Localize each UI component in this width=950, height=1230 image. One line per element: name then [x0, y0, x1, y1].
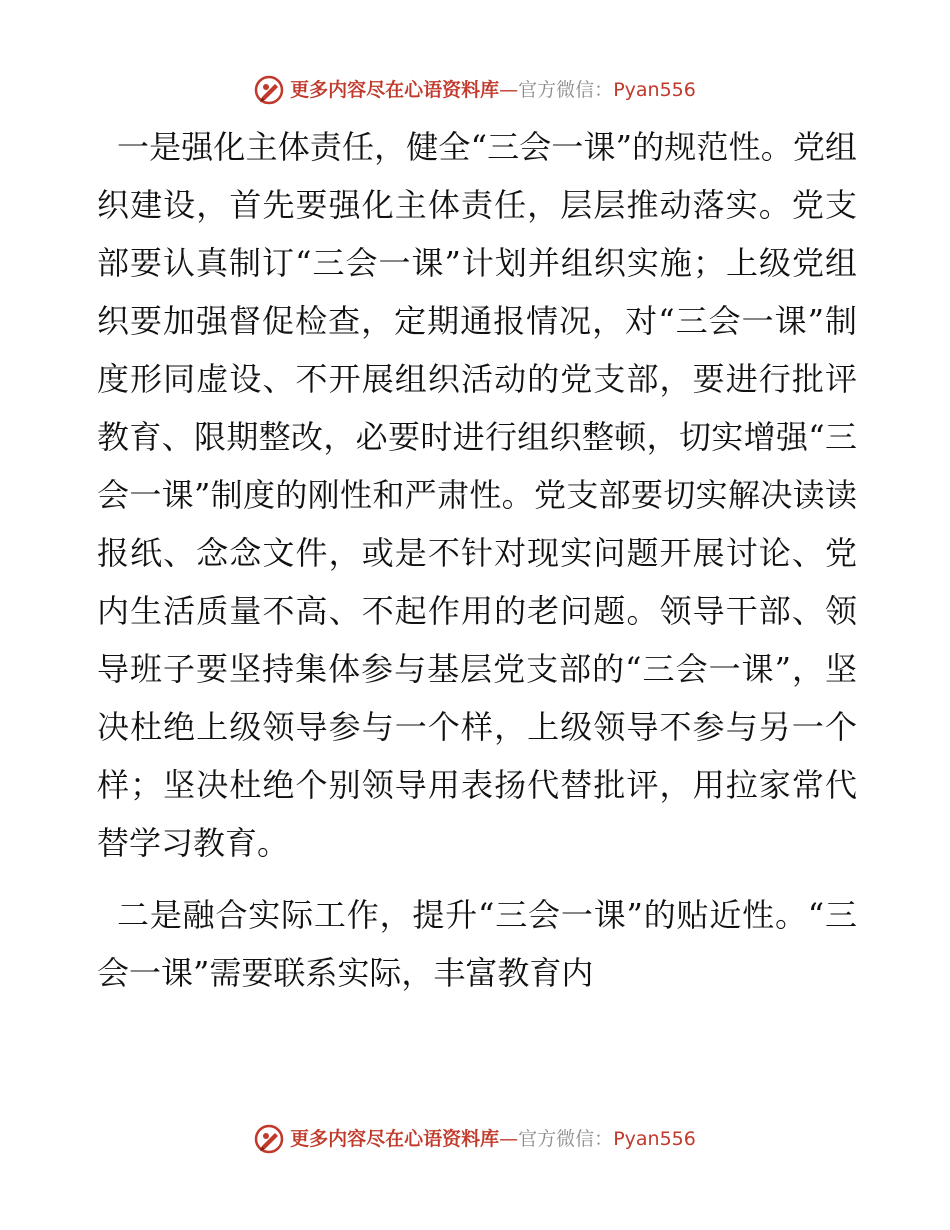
footer-site-text: 更多内容尽在心语资料库 [290, 1128, 500, 1150]
paragraph-1: 一是强化主体责任，健全“三会一课”的规范性。党组织建设，首先要强化主体责任，层层推动落实。党支部要认真制订“三会一课”计划并组织实施；上级党组织要加强督促检查，定期通报情况，对“三会一课”制度形同虚设、不开展组织活动的党支部，要进行批评教育、限期整改，必要时进行组织整顿，切实增强“三会一课”制度的刚性和严肃性。党支部要切实解决读读报纸、念念文件，或是不针对现实问题开展讨论、党内生活质量不高、不起作用的老问题。领导干部、领导班子要坚持集体参与基层党支部的“三会一课”，坚决杜绝上级领导参与一个样，上级领导不参与另一个样；坚决杜绝个别领导用表扬代替批评，用拉家常代替学习教育。 [97, 128, 857, 862]
header-dash: — [499, 79, 519, 101]
footer-wechat-label: 官方微信： [518, 1128, 614, 1150]
paragraph-2: 二是融合实际工作，提升“三会一课”的贴近性。“三会一课”需要联系实际，丰富教育内 [97, 896, 857, 992]
document-body [97, 118, 857, 1002]
quill-pen-logo-icon [254, 1124, 284, 1154]
header-site-text: 更多内容尽在心语资料库 [290, 79, 500, 101]
footer-dash: — [499, 1128, 519, 1150]
header-wechat-label: 官方微信： [518, 79, 614, 101]
quill-pen-logo-icon [254, 75, 284, 105]
header-wechat-id: Pyan556 [613, 79, 696, 101]
footer-banner [0, 1124, 950, 1154]
header-banner [0, 75, 950, 105]
footer-wechat-id: Pyan556 [613, 1128, 696, 1150]
